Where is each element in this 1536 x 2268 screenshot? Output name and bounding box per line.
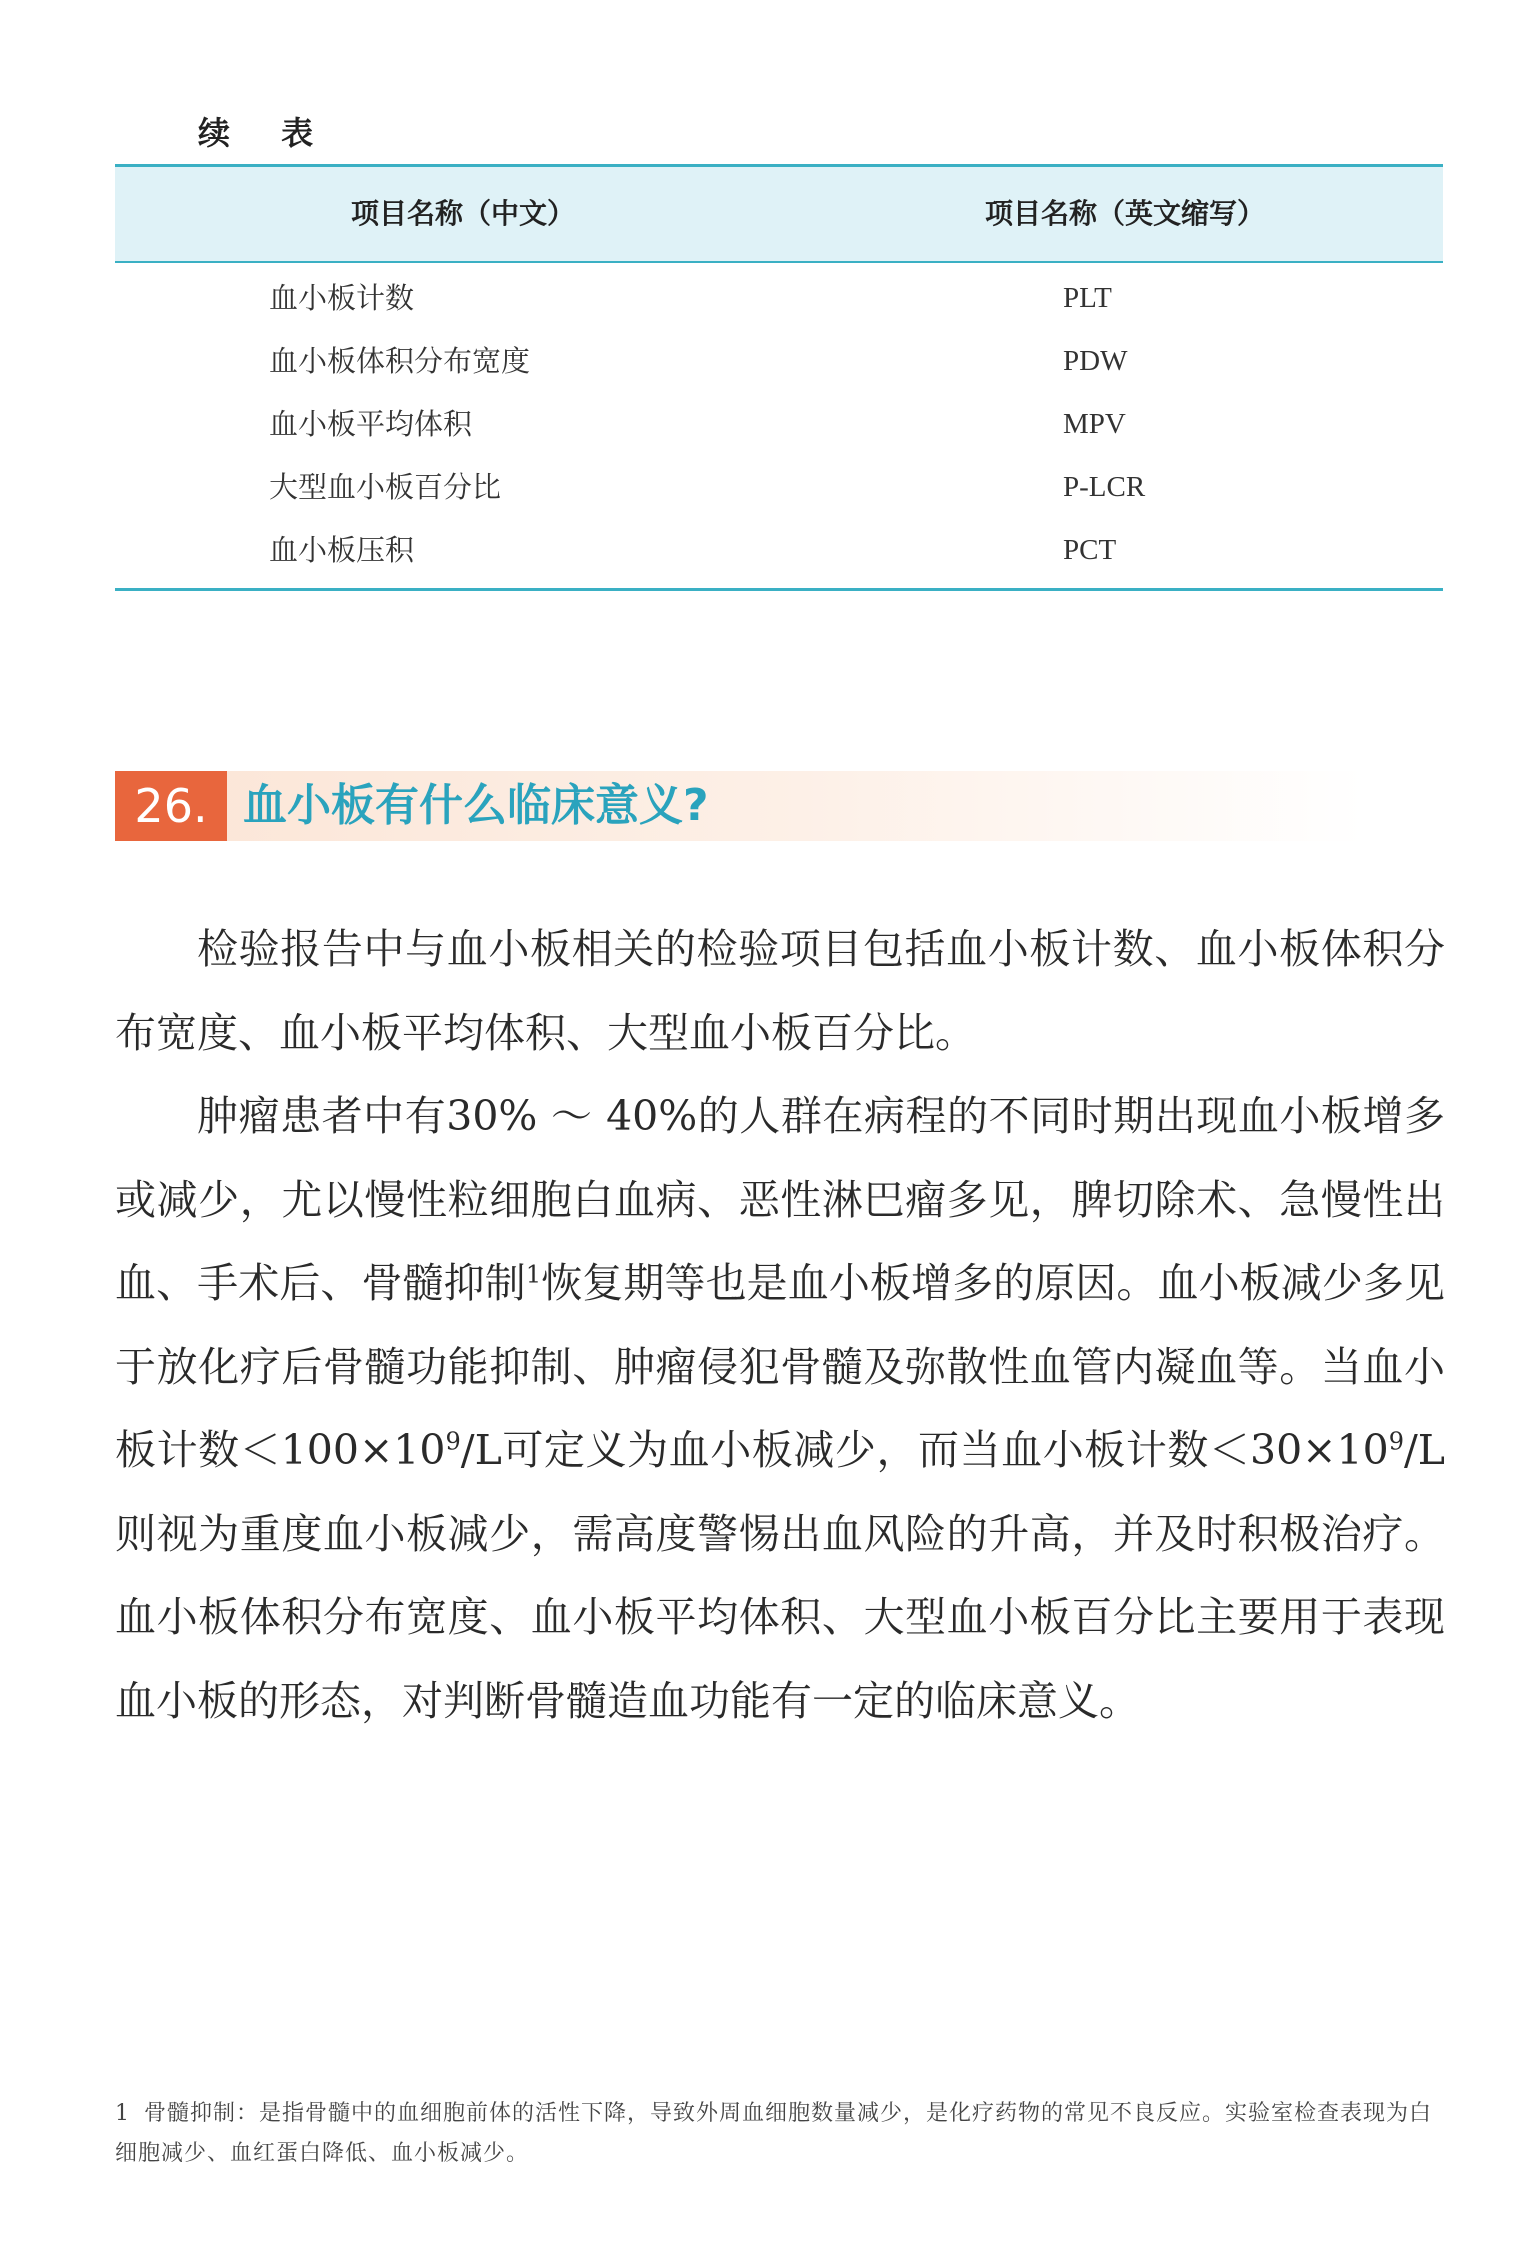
- table-body: [115, 263, 1443, 588]
- paragraph-2-part-c: /L可定义为血小板减少，而当血小板计数＜30×10: [460, 1426, 1389, 1474]
- paragraph-2-part-d: /L则视为重度血小板减少，需高度警惕出血风险的升高，并及时积极治疗。血小板体积分布宽度、血小板平均体积、大型血小板百分比主要用于表现血小板的形态，对判断骨髓造血功能有一定的临床意义。: [115, 1426, 1446, 1725]
- body-text: [115, 908, 1445, 1743]
- cell-chinese-name: 大型血小板百分比: [269, 470, 502, 504]
- table-row: [115, 519, 1443, 582]
- cell-chinese-name: 血小板体积分布宽度: [269, 344, 531, 378]
- header-chinese-name: 项目名称（中文）: [351, 197, 576, 230]
- section-heading: [115, 771, 1365, 841]
- section-number: 26.: [115, 771, 227, 841]
- cell-abbreviation: MPV: [1063, 408, 1126, 440]
- table-row: [115, 393, 1443, 456]
- cell-abbreviation: P-LCR: [1063, 471, 1146, 503]
- paragraph-2-part-b: 恢复期等也是血小板增多的原因。血小板减少多见于放化疗后骨髓功能抑制、肿瘤侵犯骨髓及弥散性血管内凝血等。当血小板计数＜100×10: [115, 1259, 1446, 1474]
- cell-chinese-name: 血小板平均体积: [269, 407, 473, 441]
- continued-table-label: 续 表: [198, 114, 334, 152]
- footnote-reference[interactable]: 1: [525, 1260, 542, 1289]
- footnote-text: 骨髓抑制：是指骨髓中的血细胞前体的活性下降，导致外周血细胞数量减少，是化疗药物的常见不良反应。实验室检查表现为白细胞减少、血红蛋白降低、血小板减少。: [115, 2101, 1433, 2166]
- table-row: [115, 267, 1443, 330]
- cell-abbreviation: PLT: [1063, 282, 1112, 314]
- table-header: [115, 167, 1443, 263]
- footnote-number: 1: [115, 2101, 130, 2126]
- section-title: 血小板有什么临床意义?: [243, 780, 709, 831]
- paragraph-2-part-a: 肿瘤患者中有30% ～ 40%的人群在病程的不同时期出现血小板增多或减少，尤以慢性粒细胞白血病、恶性淋巴瘤多见，脾切除术、急慢性出血、手术后、骨髓抑制: [115, 1092, 1445, 1307]
- cell-chinese-name: 血小板压积: [269, 533, 415, 567]
- paragraph-2: [115, 1075, 1445, 1743]
- cell-abbreviation: PDW: [1063, 345, 1128, 377]
- table-row: [115, 330, 1443, 393]
- cell-chinese-name: 血小板计数: [269, 281, 415, 315]
- footnote: [115, 2094, 1445, 2174]
- header-english-abbreviation: 项目名称（英文缩写）: [985, 197, 1266, 230]
- exponent: 9: [445, 1427, 461, 1456]
- paragraph-1: 检验报告中与血小板相关的检验项目包括血小板计数、血小板体积分布宽度、血小板平均体积、大型血小板百分比。: [115, 925, 1445, 1057]
- exponent: 9: [1388, 1427, 1404, 1456]
- cell-abbreviation: PCT: [1063, 534, 1117, 566]
- table-row: [115, 456, 1443, 519]
- abbreviation-table: [115, 164, 1443, 591]
